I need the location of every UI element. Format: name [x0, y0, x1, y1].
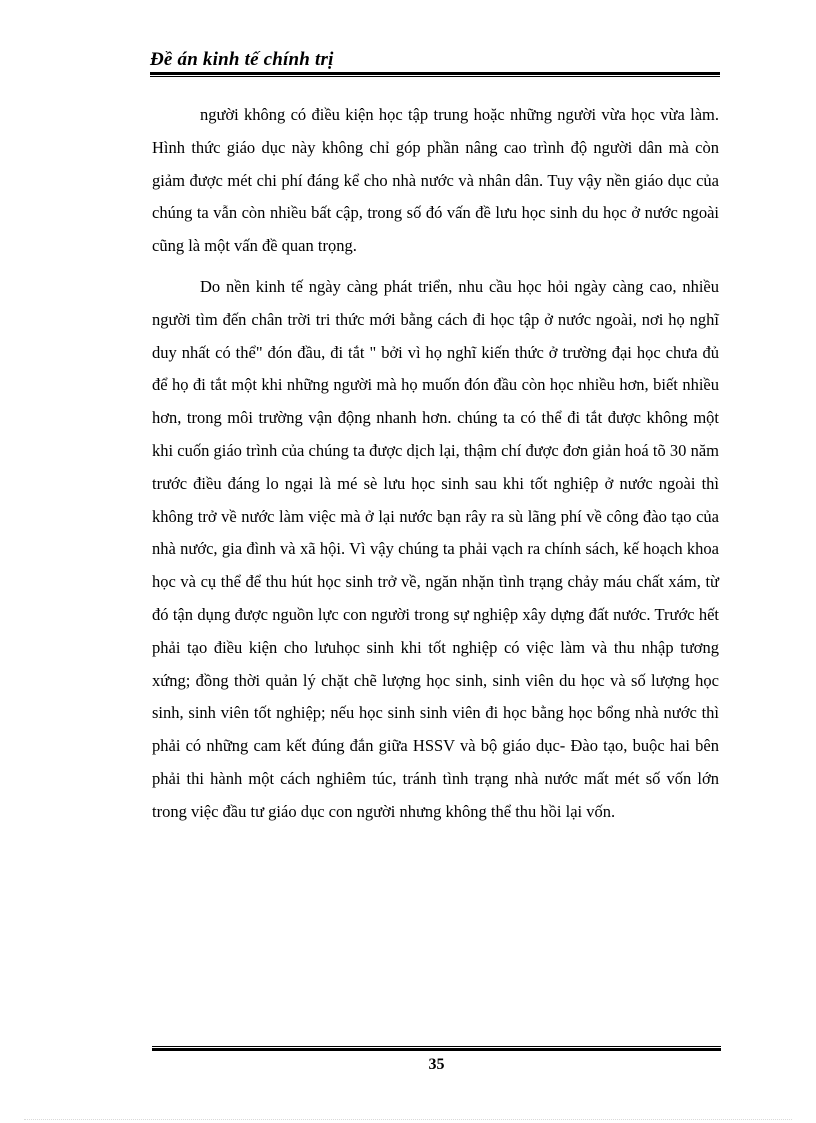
page-footer [152, 1046, 721, 1075]
paragraph-2: Do nền kinh tế ngày càng phát triển, nhu cầu học hỏi ngày càng cao, nhiều người tìm đến chân trời tri thức mới bằng cách đi học tập ở nước ngoài, nơi họ nghĩ duy nhất có thể" đón đầu, đi tắt " bởi vì họ nghĩ kiến thức ở trường đại học chưa đủ để họ đi tắt một khi những người mà họ muốn đón đầu còn học nhiều hơn, biết nhiều hơn, trong môi trường vận động nhanh hơn. chúng ta có thể đi tắt được không một khi cuốn giáo trình của chúng ta được dịch lại, thậm chí được đơn giản hoá tõ 30 năm trước điều đáng lo ngại là mé sè lưu học sinh sau khi tốt nghiệp ở nước ngoài thì không trở về nước làm việc mà ở lại nước bạn rây ra sù lãng phí về công đào tạo của nhà nước, gia đình và xã hội. Vì vậy chúng ta phải vạch ra chính sách, kế hoạch khoa học và cụ thể để thu hút học sinh trở về, ngăn nhặn tình trạng chảy máu chất xám, từ đó tận dụng được nguồn lực con người trong sự nghiệp xây dựng đất nước. Trước hết phải tạo điều kiện cho lưuhọc sinh khi tốt nghiệp có việc làm và thu nhập tương xứng; đồng thời quản lý chặt chẽ lượng học sinh, sinh viên du học và số lượng học sinh, sinh viên tốt nghiệp; nếu học sinh sinh viên đi học bằng học bổng nhà nước thì phải có những cam kết đúng đắn giữa HSSV và bộ giáo dục- Đào tạo, buộc hai bên phải thi hành một cách nghiêm túc, tránh tình trạng nhà nước mất mét số vốn lớn trong việc đầu tư giáo dục con người nhưng không thể thu hồi lại vốn. [152, 276, 719, 821]
paragraph-1: người không có điều kiện học tập trung hoặc những người vừa học vừa làm. Hình thức giáo dục này không chỉ góp phần nâng cao trình độ người dân mà còn giảm được mét chi phí đáng kể cho nhà nước và nhân dân. Tuy vậy nền giáo dục của chúng ta vẫn còn nhiều bất cập, trong số đó vấn đề lưu học sinh du học ở nước ngoài cũng là một vấn đề quan trọng. [152, 105, 719, 256]
page-header [150, 49, 720, 77]
header-rule [150, 72, 720, 77]
footer-rule [152, 1046, 721, 1051]
page-edge-divider [24, 1119, 792, 1120]
body-text [152, 99, 719, 829]
page-number: 35 [428, 1056, 445, 1073]
header-title: Đề án kinh tế chính trị [150, 49, 334, 70]
